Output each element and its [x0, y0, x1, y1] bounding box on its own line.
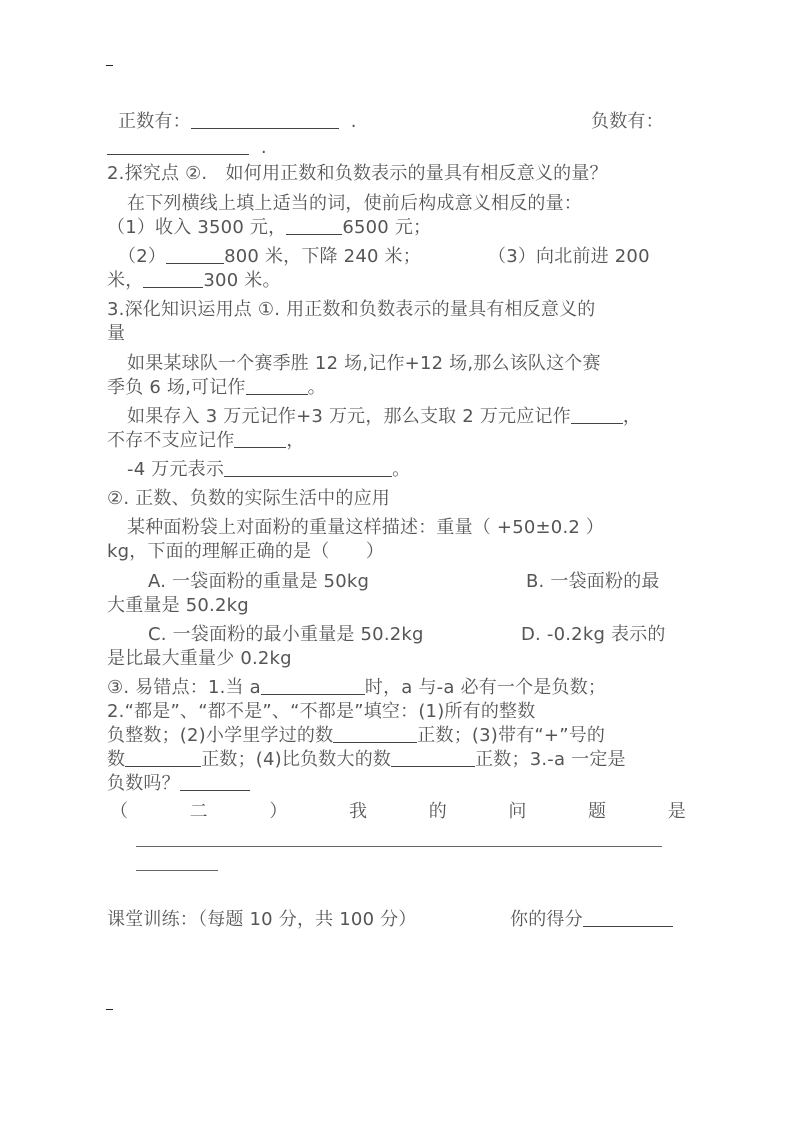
mistake-blank-3[interactable]: [125, 748, 201, 767]
flour-stem-line1: 某种面粉袋上对面粉的重量这样描述：重量（ +50±0.2 ）: [127, 517, 605, 538]
item2-suffix: 800 米，下降 240 米；: [224, 246, 421, 267]
mistake-line5: [107, 772, 687, 796]
q3-line: [127, 458, 707, 482]
mistake-blank-a[interactable]: [261, 676, 365, 695]
options-cd-line: [148, 623, 688, 647]
item3-cont-prefix: 米，: [107, 270, 144, 291]
item3-text: （3）向北前进 200: [488, 246, 650, 267]
q2-line2: [107, 429, 687, 453]
mistake-line2: 2.“都是”、“都不是”、“不都是”填空：(1)所有的整数: [107, 701, 536, 722]
q1-blank[interactable]: [246, 376, 308, 395]
mistake-line3: [107, 724, 687, 748]
score-blank[interactable]: [583, 908, 673, 927]
option-c[interactable]: C. 一袋面粉的最小重量是 50.2kg: [148, 624, 424, 645]
item2-prefix: （2）: [118, 246, 167, 267]
q3-suffix: 。: [392, 459, 411, 480]
mistake-line3-suffix: 正数；(3)带有“+”号的: [417, 725, 606, 746]
mq-char-2: 二: [189, 801, 208, 822]
mistake-line1-prefix: ③. 易错点：1.当 a: [107, 677, 261, 698]
q1-prefix: 季负 6 场,可记作: [107, 377, 246, 398]
item1-prefix: （1）收入 3500 元，: [107, 217, 287, 238]
my-questions-answer-line-2[interactable]: [136, 870, 218, 871]
mistake-line1: [107, 676, 687, 700]
point2-heading: 2.探究点 ②. 如何用正数和负数表示的量具有相反意义的量？: [107, 163, 608, 184]
mistake-line3-prefix: 负整数；(2)小学里学过的数: [107, 725, 334, 746]
point3-heading-line2: 量: [107, 323, 126, 344]
period-2: .: [260, 137, 267, 158]
positives-blank[interactable]: [191, 110, 339, 129]
q1-suffix: 。: [307, 377, 326, 398]
mq-char-1: （: [110, 801, 129, 822]
q1-line1: 如果某球队一个赛季胜 12 场,记作+12 场,那么该队这个赛: [127, 353, 601, 374]
mistake-blank-2[interactable]: [333, 724, 417, 743]
score-label: 你的得分: [510, 909, 583, 930]
mistake-line4-a: 数: [107, 749, 126, 770]
mistake-blank-5[interactable]: [180, 772, 250, 791]
mq-char-6: 问: [508, 801, 527, 822]
mq-char-8: 是: [667, 801, 686, 822]
my-questions-answer-line-1[interactable]: [136, 846, 662, 847]
option-d-line2: 是比最大重量少 0.2kg: [107, 648, 292, 669]
my-questions-heading: [110, 800, 690, 824]
mq-char-3: ）: [269, 801, 288, 822]
q2-line2-suffix: ，: [286, 430, 305, 451]
options-ab-line: [148, 570, 688, 594]
point2-item1: [107, 216, 687, 240]
q3-blank[interactable]: [224, 458, 392, 477]
mistake-line5-text: 负数吗？: [107, 773, 180, 794]
q2-blank-1[interactable]: [571, 405, 623, 424]
option-d-line1[interactable]: D. -0.2kg 表示的: [521, 624, 666, 645]
positives-label: 正数有：: [118, 111, 191, 132]
mistake-line4-b: 正数；(4)比负数大的数: [201, 749, 392, 770]
point2-item2: [118, 245, 688, 269]
q3-prefix: -4 万元表示: [127, 459, 225, 480]
negatives-label: 负数有：: [591, 111, 664, 132]
footer-mark: [106, 1009, 113, 1010]
score-group: [510, 908, 673, 932]
mistake-line4-c: 正数；3.-a 一定是: [475, 749, 626, 770]
item2-blank[interactable]: [166, 245, 224, 264]
practice-line: [107, 908, 687, 932]
option-b-line1[interactable]: B. 一袋面粉的最: [526, 571, 660, 592]
q1-line2: [107, 376, 687, 400]
period-1: .: [350, 111, 357, 132]
mistake-line4: [107, 748, 687, 772]
mq-char-4: 我: [349, 801, 368, 822]
item1-blank[interactable]: [286, 216, 342, 235]
option-b-line2: 大重量是 50.2kg: [107, 595, 249, 616]
flour-stem-line2: kg，下面的理解正确的是（ ）: [107, 541, 385, 562]
item1-suffix: 6500 元；: [342, 217, 432, 238]
mq-char-7: 题: [588, 801, 607, 822]
practice-label: 课堂训练：（每题 10 分，共 100 分）: [107, 909, 417, 930]
item3-cont-suffix: 300 米。: [203, 270, 281, 291]
point3b-heading: ②. 正数、负数的实际生活中的应用: [107, 488, 390, 509]
q2-blank-2[interactable]: [234, 429, 286, 448]
option-a[interactable]: A. 一袋面粉的重量是 50kg: [148, 571, 370, 592]
q2-line2-prefix: 不存不支应记作: [107, 430, 235, 451]
mistake-line1-suffix: 时，a 与-a 必有一个是负数；: [364, 677, 607, 698]
q2-suffix: ，: [622, 406, 642, 427]
mq-char-5: 的: [428, 801, 447, 822]
header-mark: [106, 65, 113, 66]
q2-prefix: 如果存入 3 万元记作+3 万元，那么支取 2 万元应记作: [127, 406, 571, 427]
mistake-blank-4[interactable]: [391, 748, 475, 767]
q2-line1: [127, 405, 697, 429]
negatives-line: [107, 136, 687, 160]
point3-heading-line1: 3.深化知识运用点 ①. 用正数和负数表示的量具有相反意义的: [107, 299, 596, 320]
point2-item3-cont: [107, 269, 687, 293]
point2-instruction: 在下列横线上填上适当的词，使前后构成意义相反的量：: [127, 193, 582, 214]
negatives-blank[interactable]: [107, 136, 249, 155]
positives-negatives-line: [118, 110, 688, 134]
item3-blank[interactable]: [143, 269, 203, 288]
